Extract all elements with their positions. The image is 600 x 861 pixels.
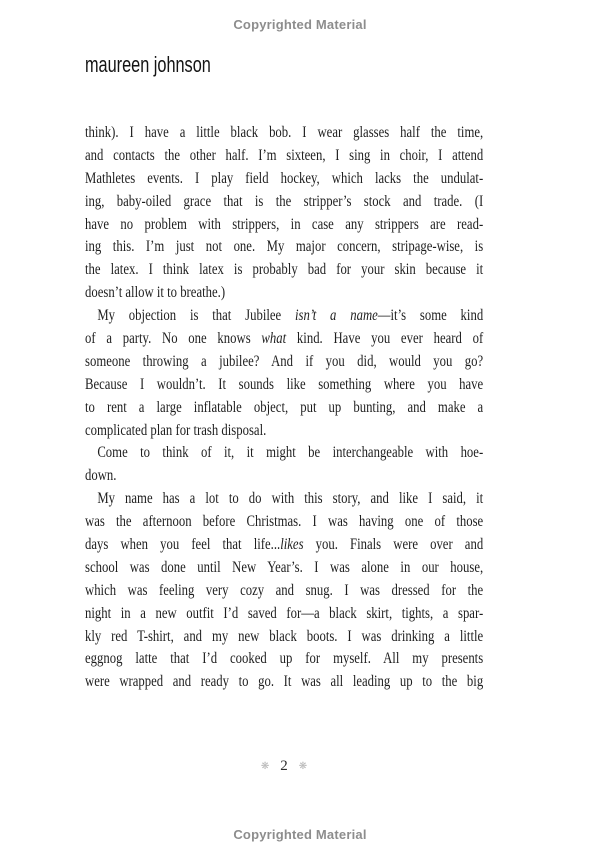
- page-number: 2: [280, 758, 288, 774]
- text-line: My name has a lot to do with this story, and like I said, it: [97, 490, 484, 508]
- copyright-notice-bottom: Copyrighted Material: [233, 827, 367, 842]
- text-line: ing this. I’m just not one. My major concern, stripage-wise, is: [85, 238, 484, 256]
- text-line: was the afternoon before Christmas. I was having one of those: [85, 513, 484, 531]
- body-text: [85, 122, 483, 694]
- text-line: days when you feel that life...likes you. Finals were over and: [85, 536, 484, 554]
- snowflake-ornament-icon: ❋: [298, 760, 308, 772]
- text-line: ing, baby-oiled grace that is the stripper’s stock and trade. (I: [85, 192, 484, 210]
- author-running-header: maureen johnson: [85, 52, 211, 77]
- text-line: have no problem with strippers, in case any strippers are read-: [85, 215, 484, 233]
- text-line: the latex. I think latex is probably bad for your skin because it: [85, 261, 484, 279]
- text-line: Mathletes events. I play field hockey, which lacks the undulat-: [85, 169, 484, 187]
- text-line: Come to think of it, it might be interchangeable with hoe-: [97, 444, 484, 462]
- text-line: My objection is that Jubilee isn’t a name—it’s some kind: [97, 307, 484, 325]
- text-line: Because I wouldn’t. It sounds like something where you have: [85, 375, 484, 393]
- page-footer-folio: [85, 759, 483, 774]
- text-line: were wrapped and ready to go. It was all leading up to the big: [85, 673, 484, 691]
- text-line: night in a new outfit I’d saved for—a black skirt, tights, a spar-: [85, 604, 484, 622]
- text-line: and contacts the other half. I’m sixteen, I sing in choir, I attend: [85, 146, 484, 164]
- text-line: kly red T-shirt, and my new black boots. I was drinking a little: [85, 627, 484, 645]
- copyright-notice-top: Copyrighted Material: [233, 17, 367, 32]
- text-line: down.: [85, 467, 117, 485]
- snowflake-ornament-icon: ❋: [260, 760, 270, 772]
- text-line: which was feeling very cozy and snug. I was dressed for the: [85, 581, 484, 599]
- text-line: eggnog latte that I’d cooked up for myself. All my presents: [85, 650, 484, 668]
- text-line: school was done until New Year’s. I was alone in our house,: [85, 558, 484, 576]
- text-line: someone throwing a jubilee? And if you did, would you go?: [85, 352, 484, 370]
- text-line: complicated plan for trash disposal.: [85, 421, 267, 439]
- text-line: think). I have a little black bob. I wear glasses half the time,: [85, 124, 484, 141]
- text-line: of a party. No one knows what kind. Have you ever heard of: [85, 330, 484, 348]
- text-line: doesn’t allow it to breathe.): [85, 284, 226, 302]
- text-line: to rent a large inflatable object, put up bunting, and make a: [85, 398, 484, 416]
